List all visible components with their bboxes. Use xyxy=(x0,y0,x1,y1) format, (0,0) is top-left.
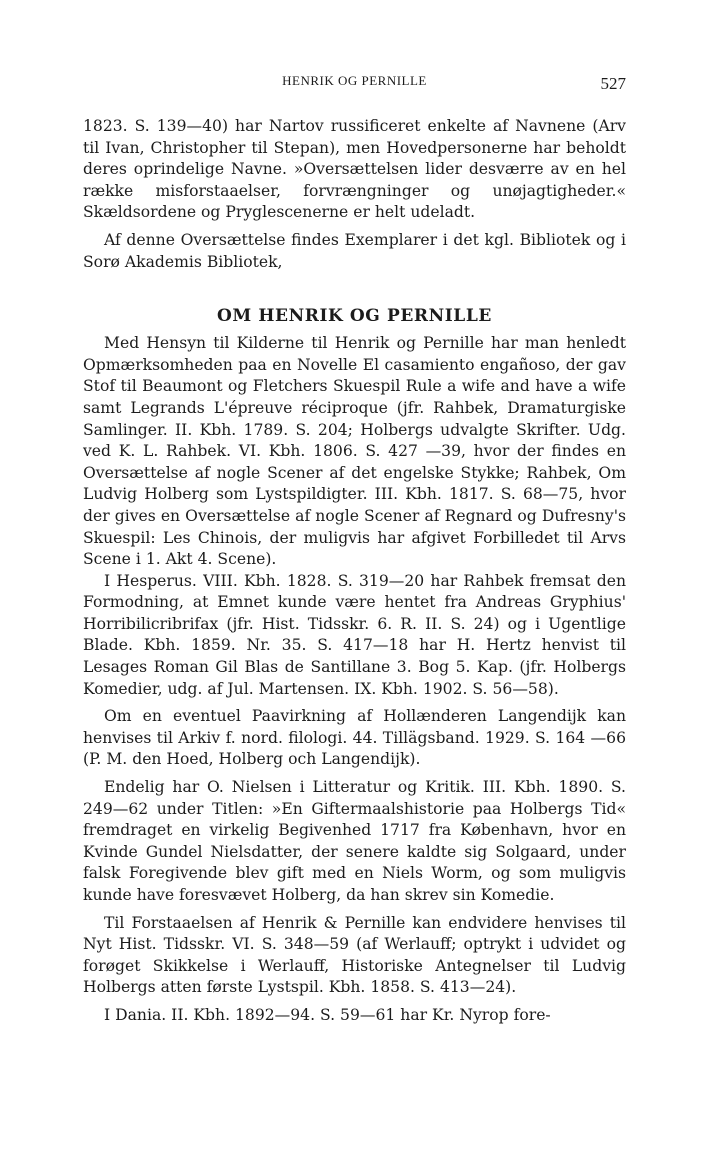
paragraph-langendijk: Om en eventuel Paavirkning af Hollænderen Langendijk kan henvises til Arkiv f. nord. filologi. 44. Tillägsband. 1929. S. 164 —66 (P. M. den Hoed, Holberg och Langendijk). xyxy=(83,707,626,769)
page-number: 527 xyxy=(600,74,626,93)
paragraph-werlauff: Til Forstaaelsen af Henrik & Pernille kan endvidere henvises til Nyt Hist. Tidsskr. VI. S. 348—59 (af Werlauff; optrykt i udvidet og forøget Skikkelse i Werlauff, Historiske Antegnelser til Ludvig Holbergs atten første Lystspil. Kbh. 1858. S. 413—24). xyxy=(83,913,626,997)
paragraph-nielsen: Endelig har O. Nielsen i Litteratur og Kritik. III. Kbh. 1890. S. 249—62 under Titlen: »En Giftermaalshistorie paa Holbergs Tid« fremdraget en virkelig Begivenhed 1717 fra København, hvor en Kvinde Gundel Nielsdatter, der senere kaldte sig Solgaard, under falsk Foregivende blev gift med en Niels Worm, og som muligvis kunde have foresvævet Holberg, da han skrev sin Komedie. xyxy=(83,778,626,904)
paragraph-sources: Med Hensyn til Kilderne til Henrik og Pernille har man henledt Opmærksomheden paa en Novelle El casamiento engañoso, der gav Stof til Beaumont og Fletchers Skuespil Rule a wife and have a wife samt Legrands L'épreuve réciproque (jfr. Rahbek, Dramaturgiske Samlinger. II. Kbh. 1789. S. 204; Holbergs udvalgte Skrifter. Udg. ved K. L. Rahbek. VI. Kbh. 1806. S. 427 —39, hvor der findes en Oversættelse af nogle Scener af det engelske Stykke; Rahbek, Om Ludvig Holberg som Lystspildigter. III. Kbh. 1817. S. 68—75, hvor der gives en Oversættelse af nogle Scener af Regnard og Dufresny's Skuespil: Les Chinois, der muligvis har afgivet Forbilledet til Arvs Scene i 1. Akt 4. Scene). xyxy=(83,334,626,569)
paragraph-dania: I Dania. II. Kbh. 1892—94. S. 59—61 har Kr. Nyrop fore- xyxy=(104,1005,551,1024)
paragraph-exemplars: Af denne Oversættelse findes Exemplarer i det kgl. Bibliotek og i Sorø Akademis Bibliotek, xyxy=(83,230,626,271)
running-head xyxy=(83,73,626,97)
paragraph-hesperus: I Hesperus. VIII. Kbh. 1828. S. 319—20 har Rahbek fremsat den Formodning, at Emnet kunde være hentet fra Andreas Gryphius' Horribilicribrifax (jfr. Hist. Tidsskr. 6. R. II. S. 24) og i Ugentlige Blade. Kbh. 1859. Nr. 35. S. 417—18 har H. Hertz henvist til Lesages Roman Gil Blas de Santillane 3. Bog 5. Kap. (jfr. Holbergs Komedier, udg. af Jul. Martensen. IX. Kbh. 1902. S. 56—58). xyxy=(83,571,626,698)
section-heading: OM HENRIK OG PERNILLE xyxy=(217,306,492,327)
running-title: HENRIK OG PERNILLE xyxy=(282,73,427,88)
paragraph-continuation: 1823. S. 139—40) har Nartov russificeret enkelte af Navnene (Arv til Ivan, Christopher til Stepan), men Hovedpersonerne har beholdt deres oprindelige Navne. »Oversættelsen lider desværre av en hel række misforstaaelser, forvrængninger og unøjagtigheder.« Skældsordene og Pryglescenerne er helt udeladt. xyxy=(83,117,626,222)
body-text xyxy=(83,116,626,1027)
